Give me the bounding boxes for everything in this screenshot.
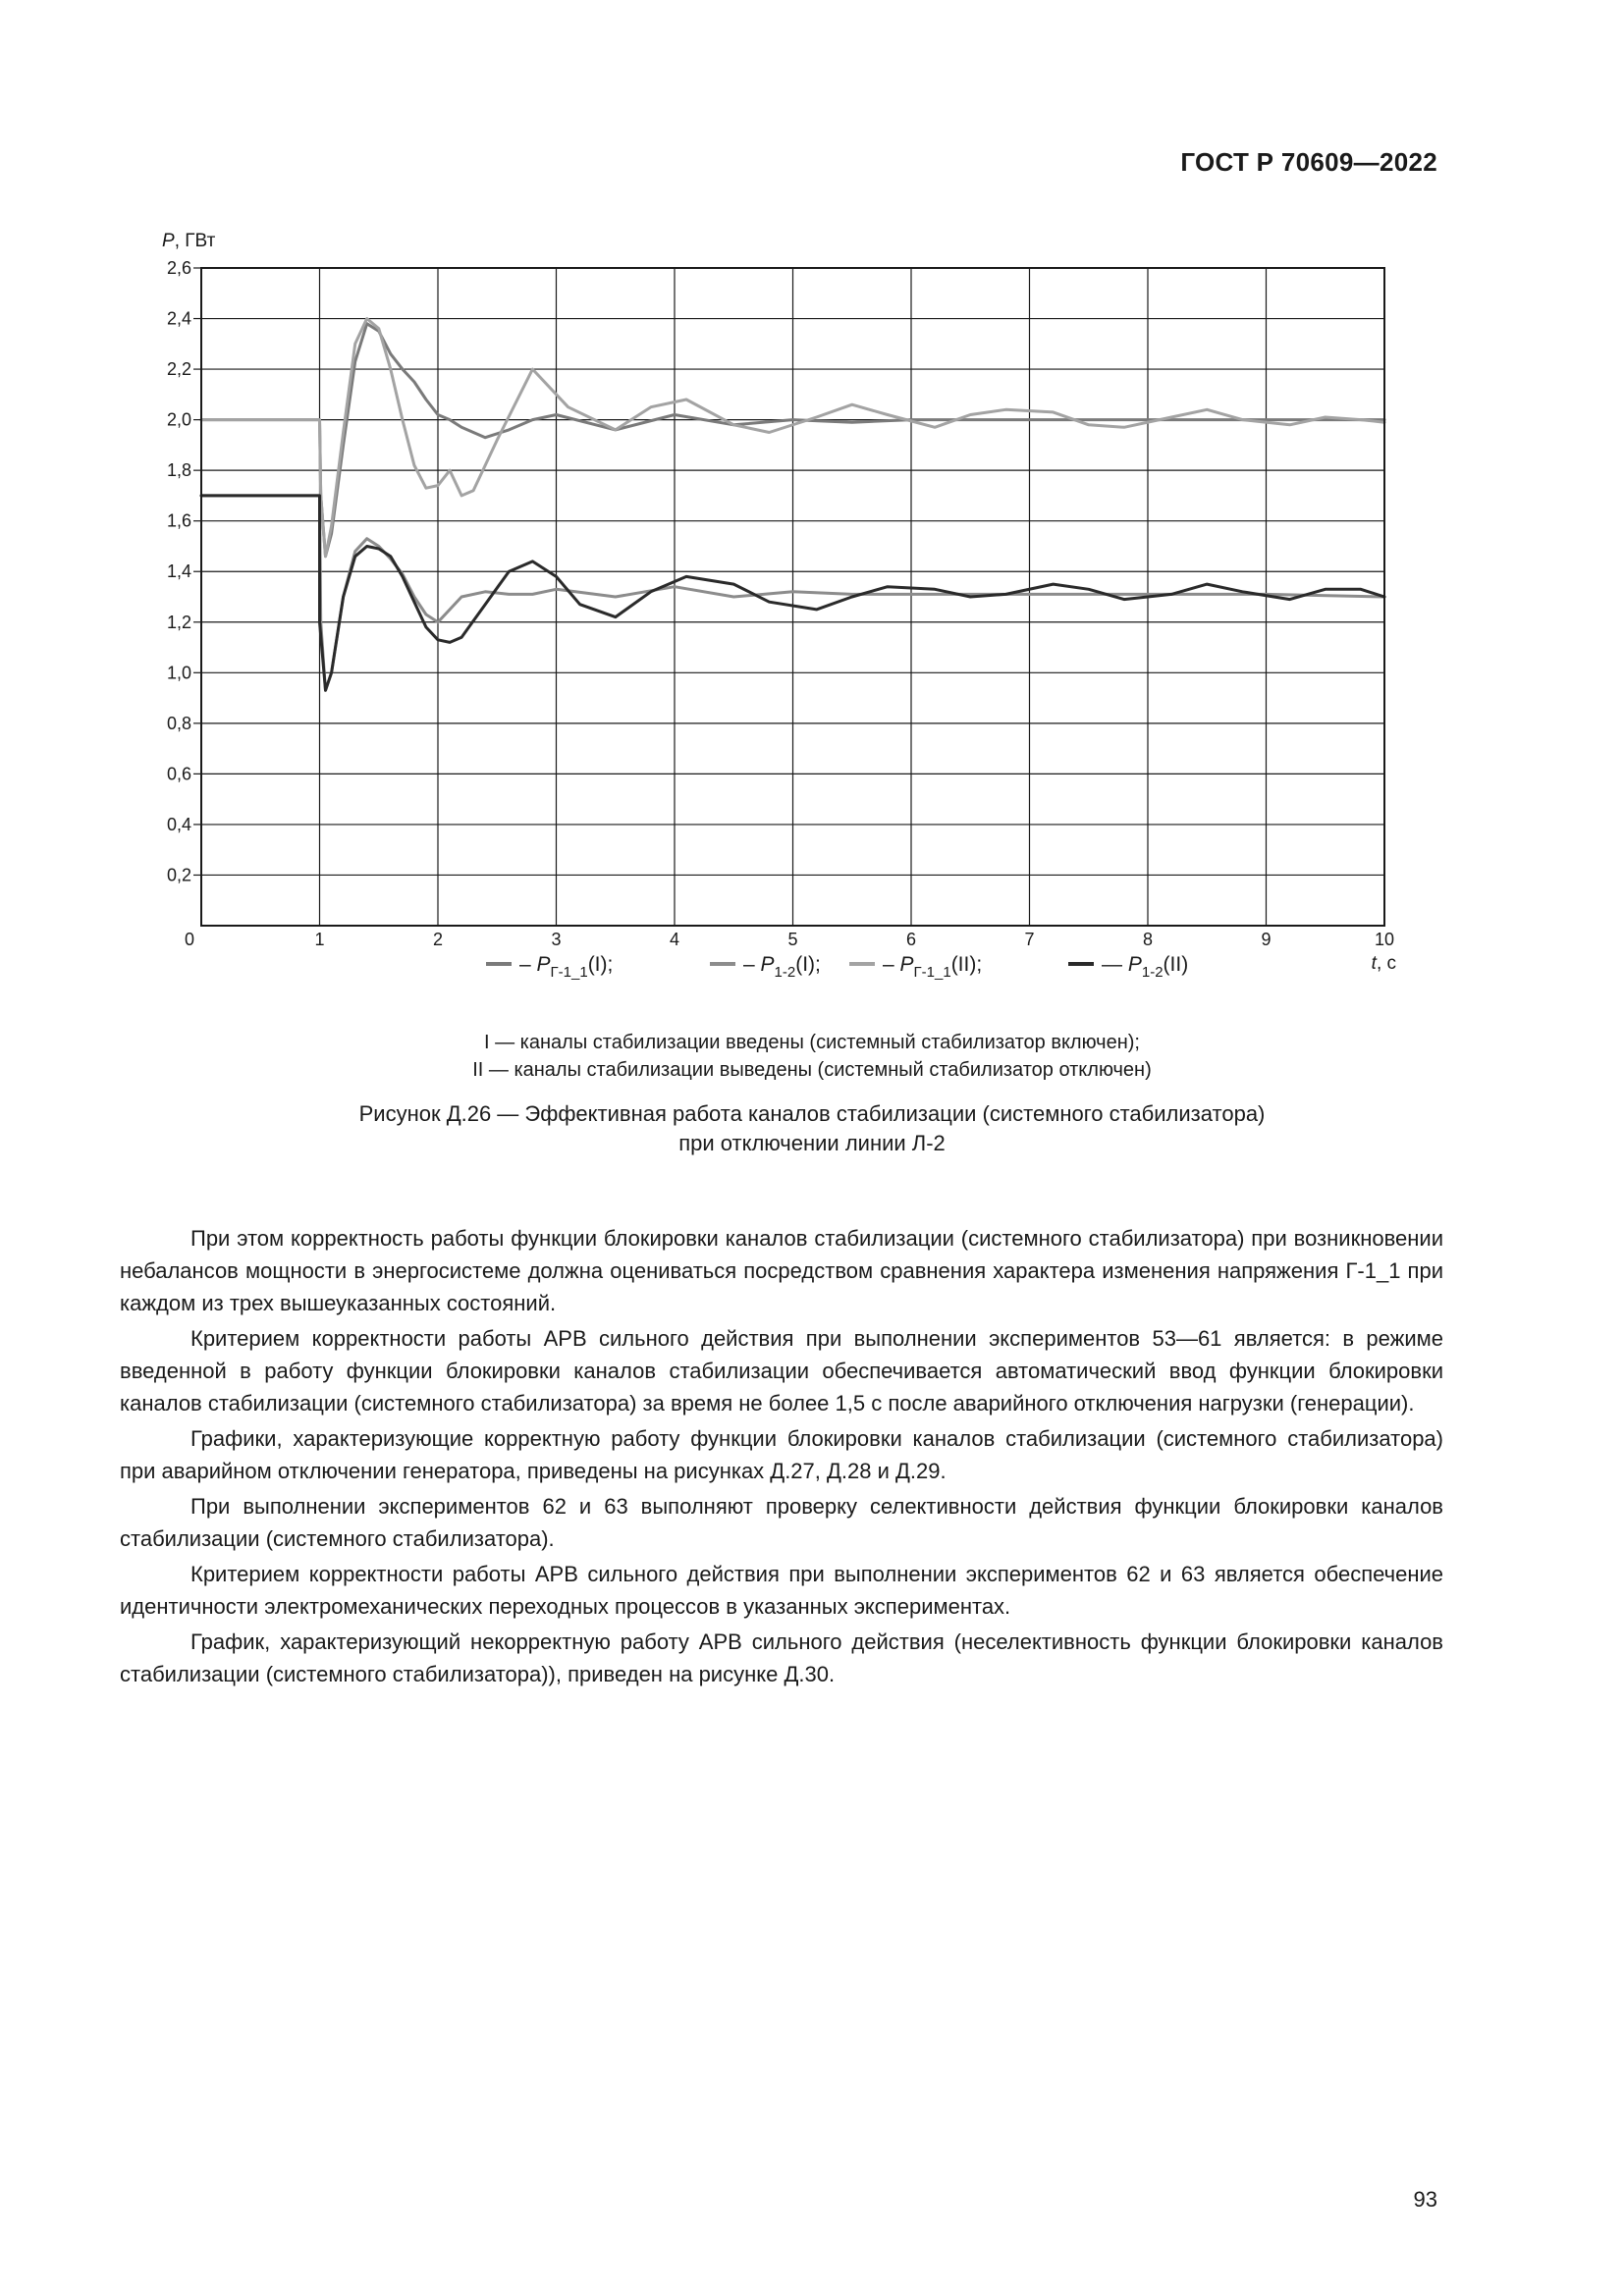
legend-symbol: P: [899, 953, 914, 976]
paragraph: Критерием корректности работы АРВ сильного действия при выполнении экспериментов 53—61 является: в режиме введенной в работу функции блокировки каналов стабилизации обеспечивается автоматический ввод функции блокировки каналов стабилизации (системного стабилизатора) за время не более 1,5 с после аварийного отключения нагрузки (генерации).: [120, 1326, 1443, 1415]
y-tick-label: 2,4: [166, 308, 191, 329]
figure-caption: [0, 1099, 1624, 1158]
y-tick-label: 1,8: [166, 460, 191, 481]
legend-suffix: (II): [1163, 953, 1189, 976]
y-tick-label: 2,0: [166, 409, 191, 430]
legend-symbol: P: [1127, 953, 1142, 976]
y-tick-label: 1,6: [166, 510, 191, 531]
chart-legend: [486, 953, 1188, 981]
legend-prefix: –: [519, 953, 537, 976]
x-tick-label: 2: [432, 930, 444, 949]
paragraph: Графики, характеризующие корректную работу функции блокировки каналов стабилизации (системного стабилизатора) при аварийном отключении генератора, приведены на рисунках Д.27, Д.28 и Д.29.: [120, 1426, 1443, 1483]
legend-suffix: (II);: [950, 953, 983, 976]
y-tick-label: 0,8: [166, 713, 191, 733]
legend-subscript: Г-1_1: [550, 964, 588, 981]
legend-label: [883, 953, 982, 981]
legend-subscript: Г-1_1: [913, 964, 951, 981]
y-axis-unit: , ГВт: [174, 231, 216, 251]
x-tick-label: 6: [905, 930, 917, 949]
y-tick-label: 1,0: [166, 663, 191, 683]
legend-prefix: —: [1102, 953, 1128, 976]
legend-prefix: –: [743, 953, 761, 976]
figure-note: I — каналы стабилизации введены (системный стабилизатор включен);: [484, 1032, 1140, 1053]
legend-suffix: (I);: [795, 953, 821, 976]
x-tick-label: 8: [1142, 930, 1154, 949]
paragraph: График, характеризующий некорректную работу АРВ сильного действия (неселективность функции блокировки каналов стабилизации (системного стабилизатора)), приведен на рисунке Д.30.: [120, 1629, 1443, 1686]
x-tick-label: 7: [1024, 930, 1035, 949]
x-axis-symbol: t: [1371, 953, 1377, 974]
legend-suffix: (I);: [587, 953, 614, 976]
paragraph: Критерием корректности работы АРВ сильного действия при выполнении экспериментов 62 и 63 является обеспечение идентичности электромеханических переходных процессов в указанных экспериментах.: [120, 1562, 1443, 1619]
legend-symbol: P: [536, 953, 551, 976]
y-tick-label: 0,4: [166, 814, 191, 834]
y-tick-label: 2,2: [166, 359, 191, 380]
x-tick-label: 0: [184, 930, 195, 949]
x-tick-label: 3: [551, 930, 562, 949]
legend-symbol: P: [760, 953, 775, 976]
legend-label: [743, 953, 821, 981]
y-axis-symbol: P: [162, 231, 175, 251]
page-number: 93: [1413, 2187, 1437, 2212]
figure-caption-line: Рисунок Д.26 — Эффективная работа каналов стабилизации (системного стабилизатора): [358, 1101, 1266, 1126]
y-tick-label: 2,6: [166, 258, 191, 278]
y-tick-label: 0,6: [166, 764, 191, 784]
legend-subscript: 1-2: [774, 964, 796, 981]
y-tick-label: 1,2: [166, 612, 191, 632]
legend-prefix: –: [883, 953, 900, 976]
standard-header: ГОСТ Р 70609—2022: [1180, 147, 1437, 177]
legend-subscript: 1-2: [1141, 964, 1164, 981]
x-axis-unit: , с: [1376, 953, 1396, 974]
y-axis-label: [162, 231, 216, 251]
chart-grid: [201, 268, 1384, 926]
x-tick-label: 1: [314, 930, 325, 949]
legend-label: [1102, 953, 1188, 981]
legend-label: [519, 953, 613, 981]
x-tick-label: 5: [787, 930, 798, 949]
x-tick-label: 4: [669, 930, 680, 949]
power-transient-chart: [137, 221, 1414, 1006]
y-tick-label: 0,2: [166, 865, 191, 885]
y-tick-label: 1,4: [166, 561, 191, 582]
body-text: [120, 1222, 1443, 1690]
x-tick-label: 10: [1374, 930, 1395, 949]
x-axis-label: [1372, 953, 1396, 974]
paragraph: При этом корректность работы функции блокировки каналов стабилизации (системного стабилизатора) при возникновении небалансов мощности в энергосистеме должна оцениваться посредством сравнения характера изменения напряжения Г-1_1 при каждом из трех вышеуказанных состояний.: [120, 1226, 1443, 1315]
figure-note: II — каналы стабилизации выведены (системный стабилизатор отключен): [472, 1059, 1152, 1081]
figure-caption-line: при отключении линии Л-2: [678, 1131, 946, 1155]
paragraph: При выполнении экспериментов 62 и 63 выполняют проверку селективности действия функции блокировки каналов стабилизации (системного стабилизатора).: [120, 1494, 1443, 1551]
figure-notes: [0, 1029, 1624, 1084]
x-tick-label: 9: [1261, 930, 1272, 949]
